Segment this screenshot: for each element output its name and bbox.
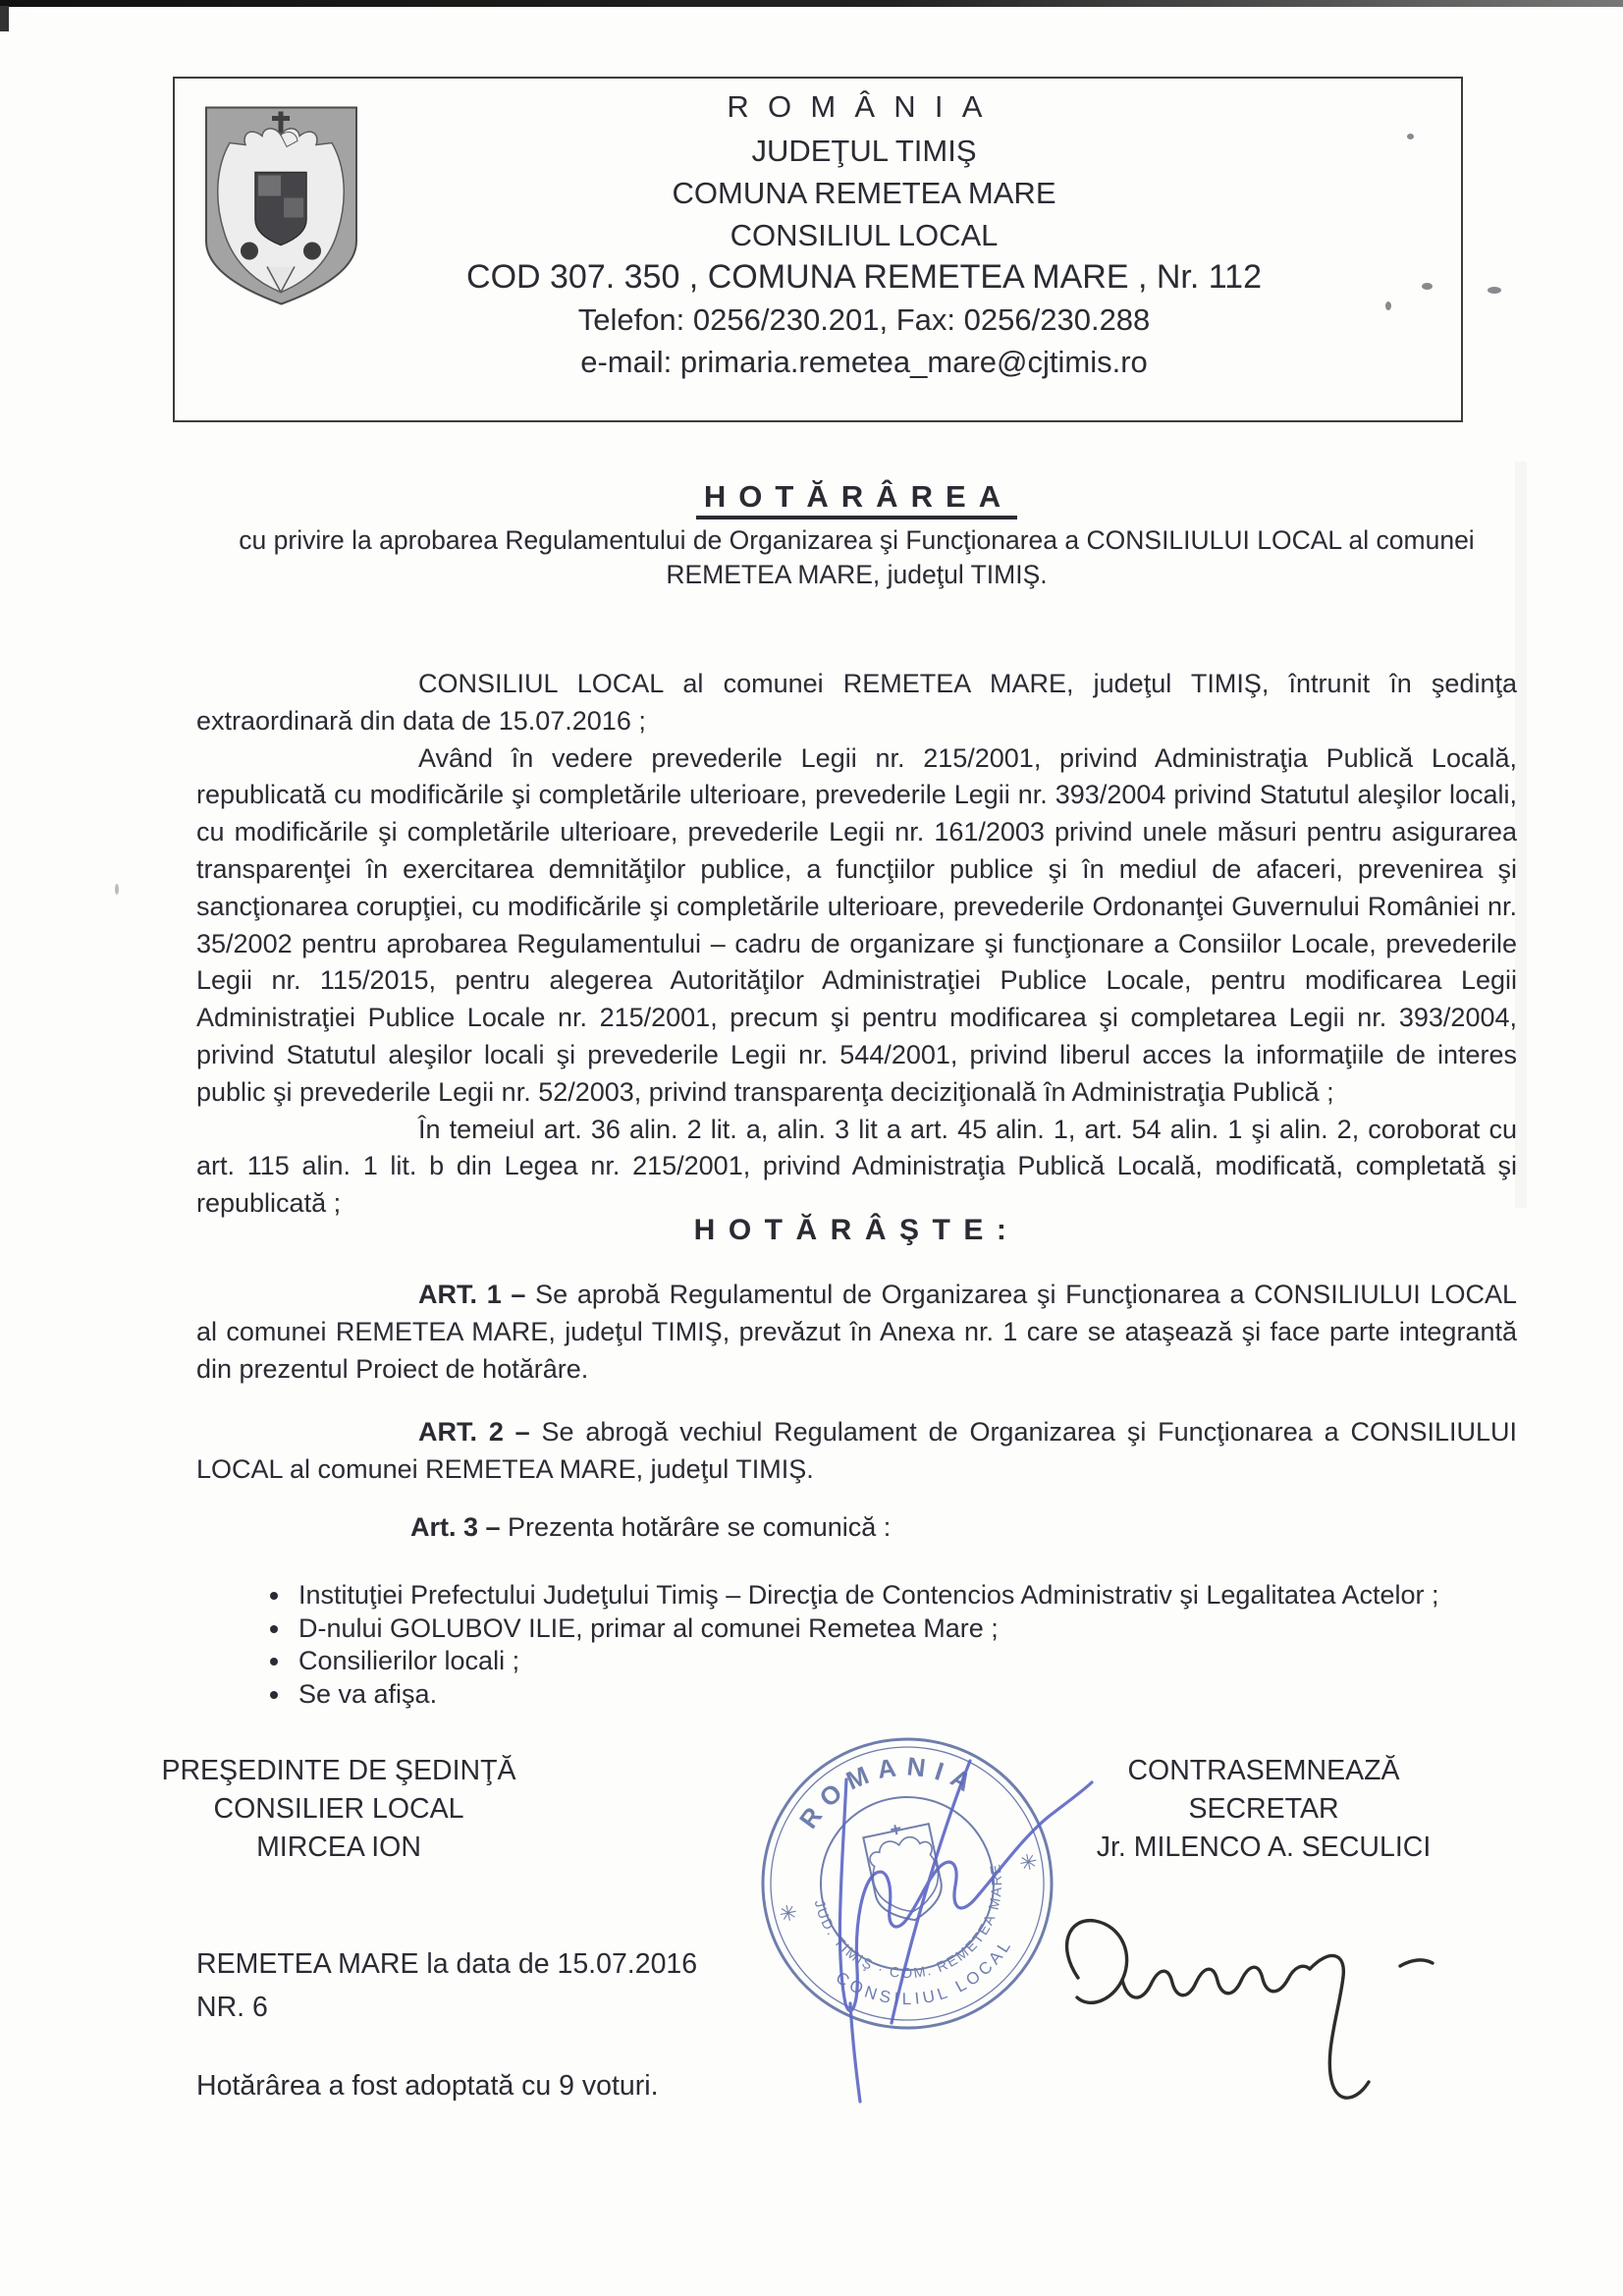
preamble	[196, 666, 1517, 1223]
document-subtitle-line1: cu privire la aprobarea Regulamentului de Organizarea şi Funcţionarea a CONSILIULUI LOCAL al comunei	[239, 525, 1475, 555]
president-signature-block	[147, 1752, 530, 1867]
letterhead-council: CONSILIUL LOCAL	[730, 218, 999, 252]
list-item	[293, 1645, 1517, 1678]
list-item	[293, 1579, 1517, 1613]
article-3	[196, 1512, 1517, 1543]
distribution-list	[257, 1579, 1517, 1711]
secretary-name: Jr. MILENCO A. SECULICI	[1096, 1831, 1432, 1863]
stamp-star-left: ✳	[777, 1899, 800, 1928]
letterhead-phone: Telefon: 0256/230.201, Fax: 0256/230.288	[577, 302, 1151, 337]
secretary-role: SECRETAR	[1188, 1793, 1339, 1825]
letterhead-county: JUDEŢUL TIMIŞ	[751, 134, 977, 168]
list-item-text: Se va afişa.	[298, 1678, 438, 1709]
article-2-text: Se abrogă vechiul Regulament de Organizarea şi Funcţionarea a CONSILIULUI LOCAL al comunei REMETEA MARE, judeţul TIMIŞ.	[196, 1417, 1517, 1484]
article-2-label: ART. 2 –	[418, 1417, 530, 1447]
letterhead-box	[173, 77, 1463, 422]
article-2	[196, 1414, 1517, 1489]
list-item-text: D-nului GOLUBOV ILIE, primar al comunei Remetea Mare ;	[298, 1613, 999, 1643]
preamble-paragraph-3: În temeiul art. 36 alin. 2 lit. a, alin. 3 lit a art. 45 alin. 1, art. 54 alin. 1 şi alin. 2, coroborat cu art. 115 alin. 1 lit. b din Legea nr. 215/2001, privind Administraţia Publică Locală, modificată, completată şi republicată ;	[196, 1114, 1517, 1219]
adoption-votes-note: Hotărârea a fost adoptată cu 9 voturi.	[196, 2070, 659, 2102]
secretary-signature-block	[1033, 1752, 1494, 1867]
preamble-paragraph-2: Având în vedere prevederile Legii nr. 215/2001, privind Administraţia Publică Locală, republicată cu modificările şi completările ulterioare, prevederile Legii nr. 393/2004 privind Statutul aleşilor locali, cu modificările şi completările ulterioare, prevederile Legii nr. 161/2003 privind unele măsuri pentru asigurarea transparenţei în exercitarea demnităţilor publice, a funcţiilor publice şi în mediul de afaceri, prevenirea şi sancţionarea corupţiei, cu modificările şi completările ulterioare, prevederile Ordonanţei Guvernului României nr. 35/2002 pentru aprobarea Regulamentului – cadru de organizare şi funcţionare a Consiilor Locale, prevederile Legii nr. 115/2015, pentru alegerea Autorităţilor Administraţiei Publice Locale, pentru modificarea Legii Administraţiei Publice Locale nr. 215/2001, precum şi pentru modificarea şi completarea Legii nr. 393/2004, privind Statutul aleşilor locali şi prevederile Legii nr. 544/2001, privind liberul acces la informaţiile de interes public şi prevederile Legii nr. 52/2003, privind transparenţa deciziţională în Administraţia Publică ;	[196, 742, 1517, 1107]
article-1-text: Se aprobă Regulamentul de Organizarea şi Funcţionarea a CONSILIULUI LOCAL al comunei REMETEA MARE, judeţul TIMIŞ, prevăzut în Anexa nr. 1 care se ataşează şi face parte integrantă din prezentul Proiect de hotărâre.	[196, 1280, 1517, 1384]
list-item-text: Instituţiei Prefectului Judeţului Timiş – Direcţia de Contencios Administrativ şi Legalitatea Actelor ;	[298, 1580, 1439, 1610]
letterhead-email: e-mail: primaria.remetea_mare@cjtimis.ro	[580, 345, 1148, 379]
decision-number: NR. 6	[196, 1992, 268, 2023]
stamp-star-right: ✳	[1016, 1848, 1041, 1877]
stamp-country-text: ROMANIA	[792, 1751, 985, 1834]
document-title-block	[196, 479, 1517, 592]
article-1-label: ART. 1 –	[418, 1280, 526, 1309]
letterhead-text	[293, 84, 1435, 383]
president-name: MIRCEA ION	[256, 1831, 421, 1863]
article-3-label: Art. 3 –	[410, 1512, 501, 1542]
preamble-paragraph-1: CONSILIUL LOCAL al comunei REMETEA MARE, judeţul TIMIŞ, întrunit în şedinţa extraordinară din data de 15.07.2016 ;	[196, 669, 1517, 736]
list-item	[293, 1613, 1517, 1646]
scan-edge-artifact	[0, 0, 1623, 7]
president-role-line2: CONSILIER LOCAL	[213, 1793, 464, 1825]
scan-speck	[1488, 287, 1501, 294]
list-item	[293, 1678, 1517, 1712]
article-1	[196, 1277, 1517, 1388]
letterhead-address: COD 307. 350 , COMUNA REMETEA MARE , Nr. 112	[466, 258, 1262, 296]
countersign-label: CONTRASEMNEAZĂ	[1127, 1755, 1400, 1786]
president-role-line1: PREŞEDINTE DE ŞEDINŢĂ	[161, 1755, 516, 1786]
decision-heading: HOTĂRÂŞTE:	[693, 1214, 1020, 1246]
stamp-council-text: CONSILIUL LOCAL	[832, 1934, 1016, 2009]
document-subtitle-line2: REMETEA MARE, judeţul TIMIŞ.	[666, 560, 1048, 589]
place-and-date: REMETEA MARE la data de 15.07.2016	[196, 1948, 698, 1980]
list-item-text: Consilierilor locali ;	[298, 1646, 520, 1675]
letterhead-country: ROMÂNIA	[727, 89, 1001, 124]
article-3-text: Prezenta hotărâre se comunică :	[500, 1512, 892, 1542]
stamp-region-text: JUD. TIMIŞ · COM. REMETEA MARE	[810, 1861, 1006, 1983]
scan-speck	[115, 884, 119, 895]
letterhead-commune: COMUNA REMETEA MARE	[672, 176, 1056, 210]
council-round-stamp	[754, 1730, 1060, 2037]
scan-corner-artifact	[0, 6, 9, 31]
document-title: HOTĂRÂREA	[696, 479, 1017, 519]
